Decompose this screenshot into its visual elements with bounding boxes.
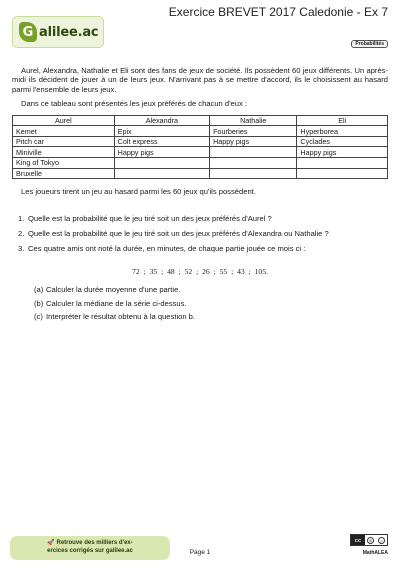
- table-cell: [210, 158, 297, 169]
- duration-series: 72 ; 35 ; 48 ; 52 ; 26 ; 55 ; 43 ; 105.: [132, 266, 268, 276]
- table-cell: [210, 147, 297, 158]
- exercise-title: Exercice BREVET 2017 Caledonie - Ex 7: [168, 5, 388, 19]
- question-number: 2.: [18, 229, 25, 238]
- topic-badge: Probabilités: [351, 40, 388, 48]
- column-header: Nathalie: [210, 115, 297, 126]
- page-footer: [0, 530, 400, 566]
- subquestion-label: (a): [34, 285, 44, 295]
- table-row: [13, 168, 388, 179]
- intro-paragraph: Aurel, Alexandra, Nathalie et Eli sont des fans de jeux de société. Ils possèdent 60 jeux différents. Un après-midi ils décident de jouer à un de leurs jeux. N'arrivant pas à se mettre d'accord, ils le choisissent au hasard parmi l'ensemble de leurs jeux.: [12, 66, 388, 94]
- table-cell: King of Tokyo: [13, 158, 115, 169]
- table-cell: Cyclades: [297, 136, 388, 147]
- subquestion-item: [34, 285, 388, 294]
- question-item: [12, 214, 388, 223]
- question-number: 1.: [18, 213, 25, 223]
- noncommercial-icon: $: [367, 537, 374, 544]
- column-header: Alexandra: [114, 115, 209, 126]
- table-intro: Dans ce tableau sont présentés les jeux préférés de chacun d'eux :: [21, 99, 248, 109]
- subquestion-text: Calculer la durée moyenne d'une partie.: [46, 285, 181, 295]
- promo-text-1: Retrouve des milliers d'ex-: [56, 540, 133, 546]
- cc-icon: CC: [351, 535, 365, 545]
- subquestion-text: Interpréter le résultat obtenu à la question b.: [46, 312, 196, 322]
- page-number: Page 1: [189, 549, 211, 556]
- table-cell: Pitch car: [13, 136, 115, 147]
- rocket-icon: 🚀: [47, 540, 55, 546]
- table-cell: [114, 168, 209, 179]
- table-cell: Fourberies: [210, 126, 297, 137]
- exercise-content: [12, 66, 388, 325]
- table-cell: [297, 168, 388, 179]
- table-cell: Bruxelle: [13, 168, 115, 179]
- column-header: Eli: [297, 115, 388, 126]
- table-row: [13, 147, 388, 158]
- promo-line-1: [10, 539, 170, 547]
- table-cell: Miniville: [13, 147, 115, 158]
- question-list: [12, 214, 388, 254]
- table-cell: Epix: [114, 126, 209, 137]
- table-cell: Happy pigs: [210, 136, 297, 147]
- question-item: [12, 244, 388, 253]
- table-cell: [114, 158, 209, 169]
- question-item: [12, 229, 388, 238]
- table-cell: [210, 168, 297, 179]
- license-terms: [365, 535, 387, 545]
- question-number: 3.: [18, 244, 25, 254]
- table-cell: Kemet: [13, 126, 115, 137]
- page-header: [0, 0, 400, 58]
- table-cell: Happy pigs: [114, 147, 209, 158]
- table-row: [13, 158, 388, 169]
- galilee-logo[interactable]: [12, 16, 104, 48]
- table-cell: [297, 158, 388, 169]
- promo-link[interactable]: [10, 536, 170, 560]
- table-header-row: [13, 115, 388, 126]
- table-row: [13, 136, 388, 147]
- question-text: Quelle est la probabilité que le jeu tiré soit un des jeux préférés d'Aurel ?: [28, 213, 272, 223]
- subquestion-item: [34, 312, 388, 321]
- logo-mark: G: [19, 22, 37, 42]
- logo-text: alilee.ac: [39, 24, 99, 40]
- table-cell: Colt express: [114, 136, 209, 147]
- mathalea-brand: MathALEA: [362, 550, 388, 556]
- cc-license-badge[interactable]: [350, 534, 388, 546]
- subquestion-text: Calculer la médiane de la série ci-dessus.: [46, 298, 187, 308]
- question-text: Ces quatre amis ont noté la durée, en minutes, de chaque partie jouée ce mois ci :: [28, 244, 306, 254]
- noderivatives-icon: =: [378, 537, 385, 544]
- draw-sentence: Les joueurs tirent un jeu au hasard parmi les 60 jeux qu'ils possèdent.: [21, 187, 256, 197]
- column-header: Aurel: [13, 115, 115, 126]
- promo-line-2: ercices corrigés sur galilee.ac: [47, 548, 133, 554]
- table-cell: Happy pigs: [297, 147, 388, 158]
- subquestion-item: [34, 299, 388, 308]
- question-text: Quelle est la probabilité que le jeu tiré soit un des jeux préférés d'Alexandra ou Nathalie ?: [28, 229, 329, 238]
- favorite-games-table: [12, 115, 388, 180]
- table-cell: Hyperborea: [297, 126, 388, 137]
- subquestion-label: (c): [34, 312, 43, 322]
- subquestion-label: (b): [34, 298, 44, 308]
- table-row: [13, 126, 388, 137]
- subquestion-list: [34, 285, 388, 321]
